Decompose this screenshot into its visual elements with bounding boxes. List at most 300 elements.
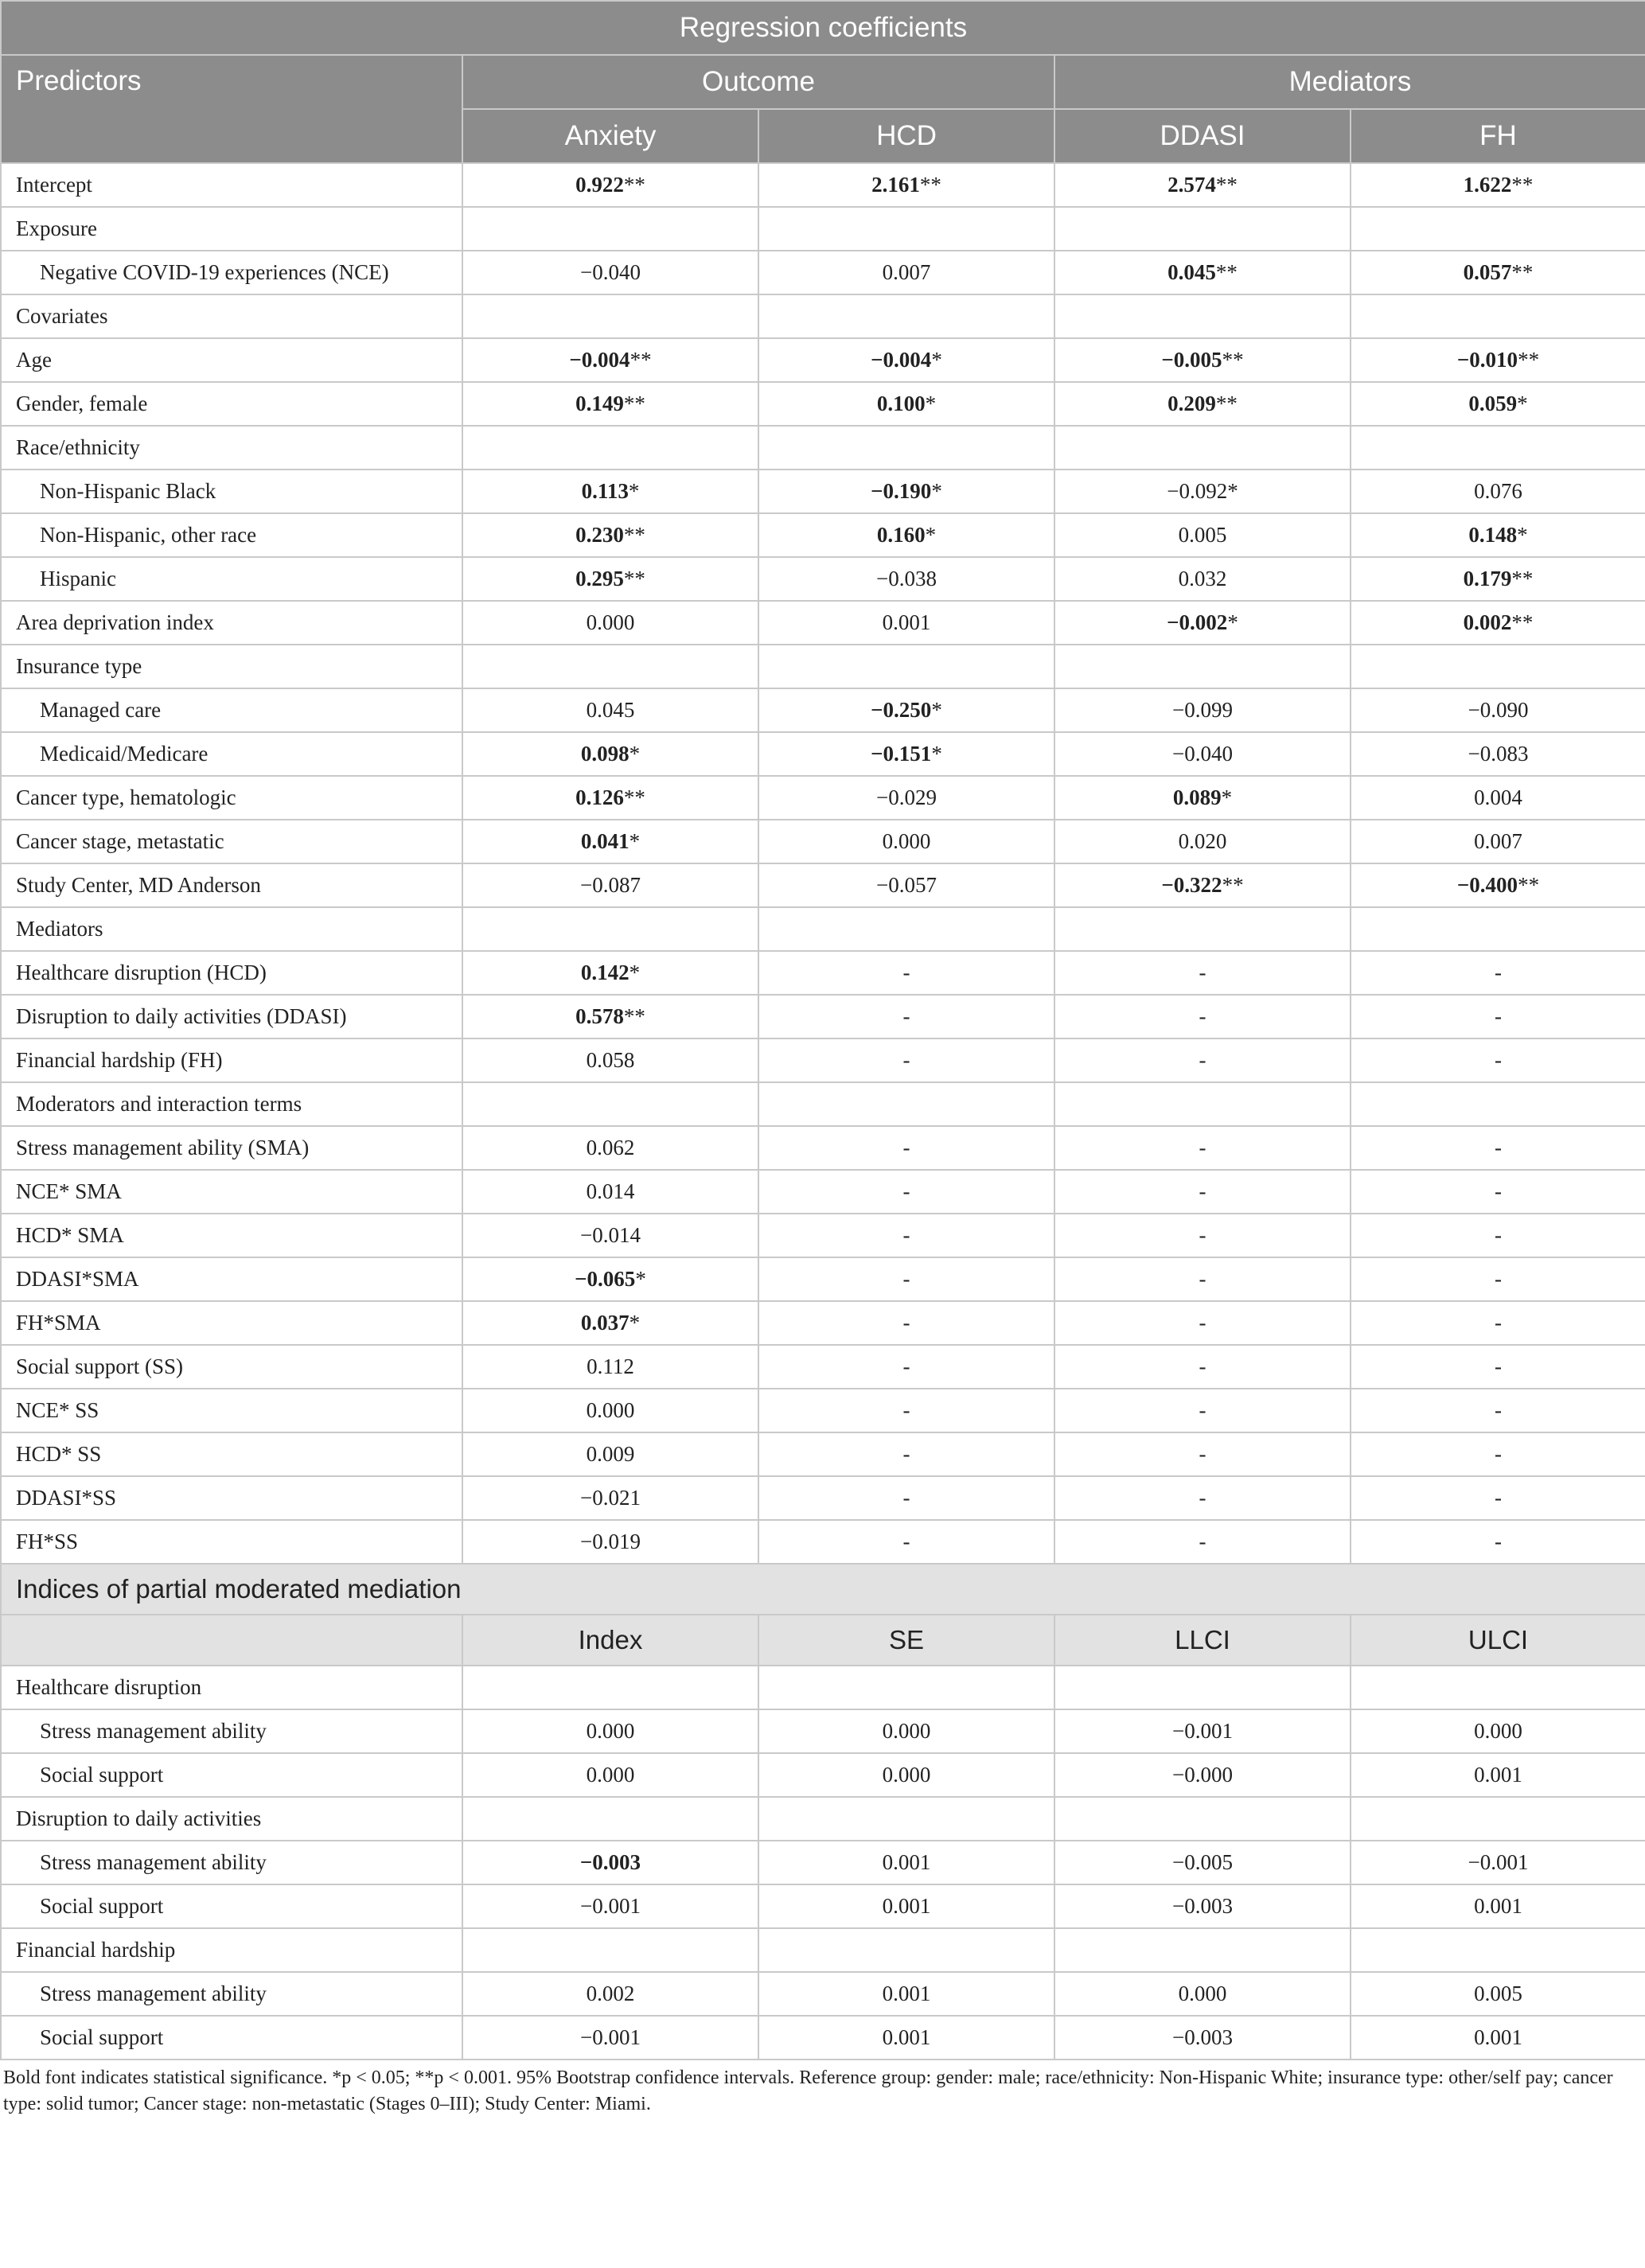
significance-marker: ** (623, 392, 645, 415)
cell-value (462, 1476, 758, 1520)
cell-value (462, 2016, 758, 2060)
regression-body (1, 163, 1645, 1564)
row-label: Social support (1, 1753, 462, 1797)
section-row (1, 207, 1645, 251)
cell-value (462, 1972, 758, 2016)
cell-value (1351, 1389, 1645, 1432)
significance-marker: ** (1215, 392, 1238, 415)
section-label: Disruption to daily activities (1, 1797, 462, 1841)
empty-cell (758, 1082, 1054, 1126)
significance-marker: ** (630, 348, 652, 372)
cell-value (758, 1709, 1054, 1753)
row-label: Cancer stage, metastatic (1, 820, 462, 863)
cell-value (462, 776, 758, 820)
significance-marker: * (925, 523, 937, 547)
cell-number: - (902, 961, 910, 984)
row-label: Intercept (1, 163, 462, 207)
cell-number: 0.059 (1468, 392, 1518, 415)
cell-number: −0.057 (876, 873, 937, 897)
empty-cell (462, 645, 758, 688)
cell-number: 0.000 (1474, 1719, 1522, 1743)
cell-number: 0.002 (586, 1982, 635, 2005)
cell-value (462, 470, 758, 513)
cell-number: −0.038 (876, 567, 937, 590)
table-row (1, 863, 1645, 907)
cell-number: 0.002 (1463, 610, 1512, 634)
empty-cell (1054, 294, 1351, 338)
cell-value (1054, 1520, 1351, 1564)
cell-number: - (902, 1442, 910, 1466)
cell-number: −0.001 (1468, 1850, 1529, 1874)
cell-value (1054, 732, 1351, 776)
cell-value (462, 1301, 758, 1345)
section-row (1, 426, 1645, 470)
empty-cell (462, 1082, 758, 1126)
cell-value (462, 601, 758, 645)
cell-value (1351, 951, 1645, 995)
cell-value (758, 1345, 1054, 1389)
row-label: Disruption to daily activities (DDASI) (1, 995, 462, 1039)
table-row (1, 470, 1645, 513)
cell-value (758, 1841, 1054, 1884)
cell-number: 0.000 (586, 1763, 635, 1787)
cell-value (462, 1884, 758, 1928)
cell-number: - (1199, 1223, 1206, 1247)
cell-value (1351, 1126, 1645, 1170)
empty-cell (758, 907, 1054, 951)
table-row (1, 1476, 1645, 1520)
cell-value (462, 995, 758, 1039)
cell-value (1054, 1972, 1351, 2016)
cell-value (758, 1476, 1054, 1520)
significance-marker: ** (1511, 567, 1534, 590)
cell-number: 0.058 (586, 1048, 635, 1072)
table-row (1, 995, 1645, 1039)
cell-value (1054, 1301, 1351, 1345)
row-label: Negative COVID-19 experiences (NCE) (1, 251, 462, 294)
empty-cell (1351, 207, 1645, 251)
significance-marker: * (931, 479, 942, 503)
cell-value (758, 2016, 1054, 2060)
cell-number: −0.004 (569, 348, 630, 372)
empty-cell (1054, 1082, 1351, 1126)
cell-value (462, 820, 758, 863)
cell-number: 0.142 (580, 961, 630, 984)
cell-value (1351, 338, 1645, 382)
cell-number: −0.010 (1456, 348, 1518, 372)
cell-number: - (902, 1354, 910, 1378)
cell-number: −0.092 (1167, 479, 1228, 503)
cell-number: 0.000 (586, 1398, 635, 1422)
cell-number: - (1495, 1004, 1502, 1028)
section-label: Moderators and interaction terms (1, 1082, 462, 1126)
cell-number: 0.009 (586, 1442, 635, 1466)
cell-number: 0.005 (1474, 1982, 1522, 2005)
outcome-header: Outcome (462, 55, 1054, 109)
row-label: NCE* SMA (1, 1170, 462, 1214)
cell-value (1351, 1753, 1645, 1797)
cell-value (1054, 338, 1351, 382)
cell-value (462, 688, 758, 732)
cell-number: - (1495, 1136, 1502, 1159)
cell-value (1351, 1257, 1645, 1301)
row-label: Hispanic (1, 557, 462, 601)
cell-value (1351, 601, 1645, 645)
cell-number: 0.001 (1474, 2025, 1522, 2049)
section-label: Covariates (1, 294, 462, 338)
cell-number: 0.100 (876, 392, 926, 415)
table-row (1, 1170, 1645, 1214)
cell-number: 0.148 (1468, 523, 1518, 547)
table-row (1, 601, 1645, 645)
table-row (1, 1753, 1645, 1797)
row-label: Study Center, MD Anderson (1, 863, 462, 907)
cell-number: −0.003 (579, 1850, 641, 1874)
cell-number: - (1495, 1223, 1502, 1247)
cell-value (1054, 251, 1351, 294)
cell-value (462, 1257, 758, 1301)
col-anxiety-header: Anxiety (462, 109, 758, 163)
significance-marker: ** (1215, 260, 1238, 284)
cell-number: −0.000 (1172, 1763, 1233, 1787)
empty-cell (1054, 1666, 1351, 1709)
cell-number: - (902, 1004, 910, 1028)
cell-value (758, 995, 1054, 1039)
row-label: Non-Hispanic, other race (1, 513, 462, 557)
cell-number: −0.065 (575, 1267, 636, 1291)
cell-number: −0.021 (580, 1486, 641, 1510)
cell-value (758, 1753, 1054, 1797)
cell-value (1054, 1039, 1351, 1082)
cell-number: 2.574 (1167, 173, 1216, 197)
cell-value (1054, 688, 1351, 732)
section-row (1, 1666, 1645, 1709)
significance-marker: * (925, 392, 937, 415)
cell-value (758, 470, 1054, 513)
cell-value (1351, 732, 1645, 776)
cell-value (462, 732, 758, 776)
cell-number: - (902, 1486, 910, 1510)
empty-cell (758, 294, 1054, 338)
cell-number: −0.250 (871, 698, 932, 722)
cell-value (462, 1345, 758, 1389)
cell-value (462, 1753, 758, 1797)
cell-number: 0.160 (876, 523, 926, 547)
cell-number: 0.000 (1178, 1982, 1227, 2005)
empty-cell (758, 1928, 1054, 1972)
table-row (1, 1432, 1645, 1476)
row-label: Financial hardship (FH) (1, 1039, 462, 1082)
cell-number: 0.004 (1474, 785, 1522, 809)
cell-number: 0.000 (882, 829, 931, 853)
cell-value (1054, 1753, 1351, 1797)
row-label: Area deprivation index (1, 601, 462, 645)
cell-number: −0.005 (1161, 348, 1222, 372)
cell-value (1351, 1432, 1645, 1476)
cell-value (462, 1432, 758, 1476)
significance-marker: * (629, 829, 641, 853)
cell-number: −0.087 (580, 873, 641, 897)
section-label: Race/ethnicity (1, 426, 462, 470)
significance-marker: ** (623, 567, 645, 590)
cell-number: −0.029 (876, 785, 937, 809)
row-label: Social support (1, 2016, 462, 2060)
cell-number: - (902, 1530, 910, 1553)
cell-value (462, 1709, 758, 1753)
significance-marker: * (629, 742, 641, 766)
cell-value (462, 863, 758, 907)
empty-cell (462, 907, 758, 951)
cell-number: - (1199, 1354, 1206, 1378)
indices-title: Indices of partial moderated mediation (1, 1564, 1645, 1615)
significance-marker: ** (1511, 610, 1534, 634)
cell-number: 0.112 (587, 1354, 634, 1378)
cell-number: 0.149 (575, 392, 624, 415)
cell-value (758, 863, 1054, 907)
cell-value (1351, 863, 1645, 907)
cell-value (1351, 1841, 1645, 1884)
section-row (1, 1082, 1645, 1126)
cell-value (1351, 1039, 1645, 1082)
cell-value (758, 601, 1054, 645)
cell-number: - (1199, 1442, 1206, 1466)
table-row (1, 1972, 1645, 2016)
cell-number: - (902, 1179, 910, 1203)
cell-value (758, 338, 1054, 382)
cell-value (1054, 601, 1351, 645)
empty-cell (462, 207, 758, 251)
cell-number: −0.083 (1468, 742, 1529, 766)
cell-number: −0.090 (1468, 698, 1529, 722)
cell-number: 0.005 (1178, 523, 1227, 547)
empty-cell (758, 207, 1054, 251)
cell-value (462, 1214, 758, 1257)
cell-value (1054, 1126, 1351, 1170)
cell-number: 0.001 (882, 2025, 931, 2049)
table-row (1, 1039, 1645, 1082)
row-label: Cancer type, hematologic (1, 776, 462, 820)
row-label: NCE* SS (1, 1389, 462, 1432)
cell-value (462, 1126, 758, 1170)
cell-value (462, 1039, 758, 1082)
cell-number: 0.922 (575, 173, 624, 197)
significance-marker: * (1227, 610, 1238, 634)
cell-number: 0.000 (882, 1719, 931, 1743)
significance-marker: * (1517, 392, 1528, 415)
cell-value (1054, 820, 1351, 863)
cell-value (462, 951, 758, 995)
cell-value (758, 1301, 1054, 1345)
cell-number: 0.295 (575, 567, 624, 590)
cell-number: −0.040 (1172, 742, 1233, 766)
row-label: Social support (SS) (1, 1345, 462, 1389)
cell-number: 0.037 (580, 1311, 630, 1335)
cell-value (1054, 1257, 1351, 1301)
col-llci-header: LLCI (1054, 1615, 1351, 1666)
cell-value (758, 688, 1054, 732)
cell-number: 0.032 (1178, 567, 1227, 590)
cell-value (462, 163, 758, 207)
cell-value (1351, 1170, 1645, 1214)
cell-number: - (902, 1398, 910, 1422)
cell-number: - (1495, 1442, 1502, 1466)
table-row (1, 1709, 1645, 1753)
significance-marker: * (629, 1311, 641, 1335)
cell-value (758, 1389, 1054, 1432)
col-index-header: Index (462, 1615, 758, 1666)
significance-marker: ** (1518, 348, 1540, 372)
cell-number: −0.400 (1456, 873, 1518, 897)
cell-number: −0.014 (580, 1223, 641, 1247)
empty-cell (462, 294, 758, 338)
cell-value (758, 1257, 1054, 1301)
cell-value (1054, 470, 1351, 513)
table-row (1, 251, 1645, 294)
row-label: Medicaid/Medicare (1, 732, 462, 776)
cell-value (1351, 163, 1645, 207)
table-row (1, 1126, 1645, 1170)
cell-number: 0.000 (586, 1719, 635, 1743)
cell-number: −0.019 (580, 1530, 641, 1553)
cell-value (758, 1039, 1054, 1082)
cell-value (1054, 1389, 1351, 1432)
cell-value (758, 732, 1054, 776)
cell-value (758, 820, 1054, 863)
significance-marker: ** (623, 173, 645, 197)
cell-number: - (1199, 1530, 1206, 1553)
cell-number: - (1495, 1354, 1502, 1378)
significance-marker: ** (623, 523, 645, 547)
row-label: DDASI*SMA (1, 1257, 462, 1301)
empty-cell (462, 1797, 758, 1841)
significance-marker: ** (623, 785, 645, 809)
cell-value (1351, 688, 1645, 732)
row-label: DDASI*SS (1, 1476, 462, 1520)
section-row (1, 1928, 1645, 1972)
cell-number: −0.003 (1172, 1894, 1233, 1918)
section-row (1, 907, 1645, 951)
cell-value (1351, 776, 1645, 820)
table-row (1, 338, 1645, 382)
significance-marker: * (1221, 785, 1233, 809)
row-label: FH*SMA (1, 1301, 462, 1345)
col-ddasi-header: DDASI (1054, 109, 1351, 163)
row-label: Managed care (1, 688, 462, 732)
cell-value (1351, 1345, 1645, 1389)
cell-number: −0.322 (1161, 873, 1222, 897)
cell-value (462, 1520, 758, 1564)
cell-value (758, 1214, 1054, 1257)
row-label: Social support (1, 1884, 462, 1928)
section-row (1, 294, 1645, 338)
cell-number: 0.098 (580, 742, 630, 766)
significance-marker: * (931, 348, 942, 372)
cell-number: - (1199, 1179, 1206, 1203)
cell-number: −0.005 (1172, 1850, 1233, 1874)
cell-number: - (1495, 1048, 1502, 1072)
cell-number: 0.001 (882, 1982, 931, 2005)
cell-value (1351, 1709, 1645, 1753)
cell-value (1054, 382, 1351, 426)
empty-cell (1054, 207, 1351, 251)
cell-number: 0.209 (1167, 392, 1216, 415)
row-label: HCD* SS (1, 1432, 462, 1476)
table-row (1, 1257, 1645, 1301)
table-row (1, 1841, 1645, 1884)
section-row (1, 1797, 1645, 1841)
cell-value (758, 1884, 1054, 1928)
cell-value (758, 1972, 1054, 2016)
cell-value (758, 1170, 1054, 1214)
cell-value (1054, 995, 1351, 1039)
cell-number: 0.045 (1167, 260, 1216, 284)
empty-cell (1351, 1797, 1645, 1841)
cell-value (758, 382, 1054, 426)
table-row (1, 776, 1645, 820)
cell-value (1351, 557, 1645, 601)
cell-number: 2.161 (871, 173, 920, 197)
significance-marker: ** (1511, 173, 1534, 197)
cell-number: −0.040 (580, 260, 641, 284)
col-se-header: SE (758, 1615, 1054, 1666)
cell-value (1351, 513, 1645, 557)
cell-number: −0.190 (871, 479, 932, 503)
section-label: Mediators (1, 907, 462, 951)
cell-value (1054, 163, 1351, 207)
cell-value (1054, 951, 1351, 995)
cell-number: 0.062 (586, 1136, 635, 1159)
cell-value (1054, 1709, 1351, 1753)
significance-marker: ** (623, 1004, 645, 1028)
cell-value (462, 1841, 758, 1884)
significance-marker: * (931, 698, 942, 722)
empty-cell (1351, 1928, 1645, 1972)
cell-number: 0.001 (1474, 1894, 1522, 1918)
empty-cell (1351, 907, 1645, 951)
cell-number: - (1199, 1136, 1206, 1159)
cell-number: 0.179 (1463, 567, 1512, 590)
cell-number: −0.001 (580, 1894, 641, 1918)
row-label: FH*SS (1, 1520, 462, 1564)
cell-value (1351, 2016, 1645, 2060)
section-row (1, 645, 1645, 688)
indices-empty-header (1, 1615, 462, 1666)
cell-number: - (902, 1267, 910, 1291)
cell-value (758, 951, 1054, 995)
cell-value (758, 251, 1054, 294)
row-label: Stress management ability (1, 1709, 462, 1753)
cell-value (758, 1126, 1054, 1170)
row-label: Non-Hispanic Black (1, 470, 462, 513)
cell-number: - (902, 1048, 910, 1072)
table-row (1, 688, 1645, 732)
cell-value (462, 1389, 758, 1432)
row-label: Gender, female (1, 382, 462, 426)
cell-number: - (1199, 1048, 1206, 1072)
cell-value (1351, 995, 1645, 1039)
cell-value (1351, 820, 1645, 863)
table-row (1, 1345, 1645, 1389)
empty-cell (758, 426, 1054, 470)
cell-value (1054, 513, 1351, 557)
cell-value (1351, 382, 1645, 426)
empty-cell (1054, 1928, 1351, 1972)
empty-cell (1351, 645, 1645, 688)
significance-marker: * (635, 1267, 646, 1291)
cell-number: 0.230 (575, 523, 624, 547)
table-row (1, 1301, 1645, 1345)
row-label: Healthcare disruption (HCD) (1, 951, 462, 995)
